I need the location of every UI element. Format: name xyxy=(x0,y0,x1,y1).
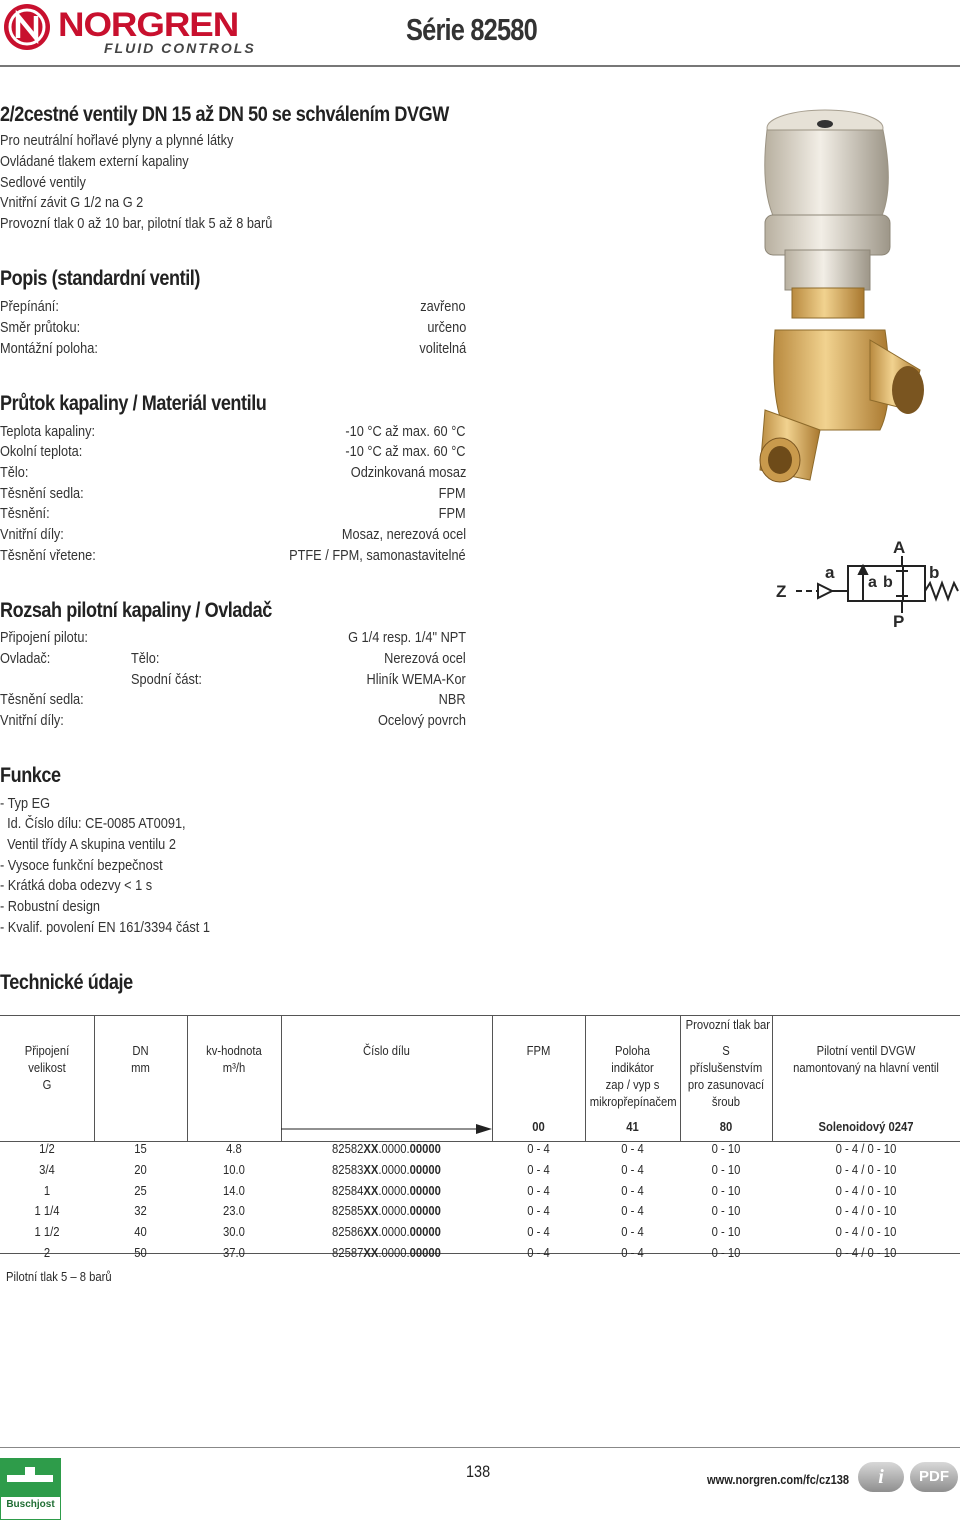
spec-value: volitelná xyxy=(419,341,466,357)
code-fpm: 00 xyxy=(532,1120,545,1134)
table-row xyxy=(0,1225,960,1245)
table-cell-kv: 4.8 xyxy=(226,1142,242,1156)
col-header-cislo: Číslo dílu xyxy=(363,1044,410,1058)
spec-sublabel: Spodní část: xyxy=(131,672,202,688)
code-s: 80 xyxy=(719,1120,733,1134)
symbol-box-a: a xyxy=(868,574,877,591)
table-cell-g: 1 1/4 xyxy=(34,1204,60,1219)
popis-title: Popis (standardní ventil) xyxy=(0,267,200,290)
buschjost-valve-icon xyxy=(7,1465,53,1491)
table-cell-part: 82583XX.0000.00000 xyxy=(332,1162,441,1177)
spec-label: Těsnění vřetene: xyxy=(0,548,96,564)
page-number: 138 xyxy=(466,1462,491,1481)
table-cell-g: 3/4 xyxy=(39,1162,55,1177)
symbol-box-b: b xyxy=(883,574,893,591)
valve-symbol-diagram xyxy=(770,538,960,633)
buschjost-logo: Buschjost xyxy=(0,1458,61,1520)
table-cell-pil: 0 - 4 / 0 - 10 xyxy=(835,1246,897,1260)
table-cell-pil: 0 - 4 / 0 - 10 xyxy=(835,1162,897,1177)
table-cell-fpm: 0 - 4 xyxy=(527,1246,550,1260)
table-cell-s: 0 - 10 xyxy=(711,1183,741,1198)
spec-value: FPM xyxy=(439,486,466,502)
intro-line: Vnitřní závit G 1/2 na G 2 xyxy=(0,195,144,211)
table-cell-dn: 15 xyxy=(134,1142,147,1156)
table-cell-part: 82586XX.0000.00000 xyxy=(332,1225,441,1240)
spec-label: Těsnění: xyxy=(0,506,50,522)
table-row xyxy=(0,1163,960,1183)
provozni-header: Provozní tlak bar xyxy=(685,1018,771,1032)
funkce-title: Funkce xyxy=(0,764,61,787)
spec-value: Nerezová ocel xyxy=(384,651,466,667)
spec-label: Připojení pilotu: xyxy=(0,630,88,646)
table-footnote: Pilotní tlak 5 – 8 barů xyxy=(6,1270,112,1284)
table-cell-g: 1 xyxy=(43,1183,51,1198)
brand-name: NORGREN xyxy=(58,6,239,44)
table-cell-fpm: 0 - 4 xyxy=(527,1183,550,1198)
table-cell-pol: 0 - 4 xyxy=(621,1246,644,1260)
spec-value: NBR xyxy=(439,692,466,708)
brand-subtitle: FLUID CONTROLS xyxy=(104,40,256,56)
table-cell-s: 0 - 10 xyxy=(711,1225,741,1240)
spec-label: Ovladač: xyxy=(0,651,51,667)
table-cell-pil: 0 - 4 / 0 - 10 xyxy=(835,1204,897,1219)
funkce-line: - Kvalif. povolení EN 161/3394 část 1 xyxy=(0,920,210,936)
table-cell-pol: 0 - 4 xyxy=(621,1142,644,1156)
table-cell-s: 0 - 10 xyxy=(711,1204,741,1219)
spec-label: Těsnění sedla: xyxy=(0,486,84,502)
spec-label: Okolní teplota: xyxy=(0,444,83,460)
intro-line: Pro neutrální hořlavé plyny a plynné látky xyxy=(0,133,234,149)
norgren-logo-icon xyxy=(2,2,52,52)
col-header-pilotni: Pilotní ventil DVGW namontovaný na hlavní ventil xyxy=(793,1044,939,1075)
table-cell-part: 82584XX.0000.00000 xyxy=(332,1183,441,1198)
spec-value: Mosaz, nerezová ocel xyxy=(341,527,466,543)
spec-sublabel: Tělo: xyxy=(131,651,160,667)
symbol-label-b: b xyxy=(929,563,940,582)
table-cell-s: 0 - 10 xyxy=(711,1246,741,1260)
table-cell-pil: 0 - 4 / 0 - 10 xyxy=(835,1142,897,1156)
table-cell-g: 2 xyxy=(43,1246,51,1260)
footer-divider xyxy=(0,1447,960,1448)
table-cell-pol: 0 - 4 xyxy=(621,1183,644,1198)
spec-label: Přepínání: xyxy=(0,299,59,315)
funkce-line: Id. Číslo dílu: CE-0085 AT0091, xyxy=(0,816,186,832)
valve-product-photo xyxy=(730,100,930,520)
table-row xyxy=(0,1142,960,1162)
spec-value: Ocelový povrch xyxy=(378,713,466,729)
symbol-label-a: a xyxy=(825,563,835,582)
intro-line: Provozní tlak 0 až 10 bar, pilotní tlak 5 až 8 barů xyxy=(0,216,273,232)
col-header-poloha: Poloha indikátor zap / vyp s mikropřepínačem xyxy=(589,1044,677,1109)
pdf-icon[interactable]: PDF xyxy=(910,1462,958,1492)
spec-label: Vnitřní díly: xyxy=(0,713,64,729)
table-cell-part: 82585XX.0000.00000 xyxy=(332,1204,441,1219)
table-cell-pol: 0 - 4 xyxy=(621,1204,644,1219)
spec-label: Směr průtoku: xyxy=(0,320,81,336)
intro-line: Sedlové ventily xyxy=(0,175,86,191)
spec-label: Tělo: xyxy=(0,465,29,481)
table-cell-part: 82582XX.0000.00000 xyxy=(332,1142,441,1156)
symbol-label-P: P xyxy=(893,612,905,631)
table-cell-fpm: 0 - 4 xyxy=(527,1142,550,1156)
spec-label: Vnitřní díly: xyxy=(0,527,64,543)
funkce-line: - Typ EG xyxy=(0,796,51,812)
table-cell-pil: 0 - 4 / 0 - 10 xyxy=(835,1183,897,1198)
col-header-kv: kv-hodnota m³/h xyxy=(206,1044,262,1075)
table-cell-pil: 0 - 4 / 0 - 10 xyxy=(835,1225,897,1240)
table-cell-dn: 20 xyxy=(134,1162,147,1177)
table-cell-kv: 30.0 xyxy=(223,1225,245,1240)
table-cell-s: 0 - 10 xyxy=(711,1142,741,1156)
spec-label: Montážní poloha: xyxy=(0,341,98,357)
spec-label: Těsnění sedla: xyxy=(0,692,84,708)
funkce-line: - Vysoce funkční bezpečnost xyxy=(0,858,163,874)
table-cell-kv: 14.0 xyxy=(223,1183,245,1198)
funkce-line: - Krátká doba odezvy < 1 s xyxy=(0,878,153,894)
spec-value: určeno xyxy=(426,320,466,336)
col-header-velikost: Připojení velikost G xyxy=(24,1044,70,1092)
table-cell-fpm: 0 - 4 xyxy=(527,1204,550,1219)
table-cell-dn: 25 xyxy=(134,1183,147,1198)
table-row xyxy=(0,1184,960,1204)
spec-value: PTFE / FPM, samonastavitelné xyxy=(289,548,466,564)
spec-label: Teplota kapaliny: xyxy=(0,424,96,440)
table-cell-dn: 32 xyxy=(134,1204,147,1219)
table-cell-dn: 50 xyxy=(134,1246,147,1260)
header-divider xyxy=(0,65,960,67)
col-header-s: S příslušenstvím pro zasunovací šroub xyxy=(687,1044,765,1109)
rozsah-title: Rozsah pilotní kapaliny / Ovladač xyxy=(0,599,272,622)
spec-value: G 1/4 resp. 1/4" NPT xyxy=(347,630,466,646)
table-cell-kv: 37.0 xyxy=(223,1246,245,1260)
table-row xyxy=(0,1246,960,1266)
spec-value: zavřeno xyxy=(420,299,466,315)
intro-title: 2/2cestné ventily DN 15 až DN 50 se schválením DVGW xyxy=(0,103,449,126)
table-cell-kv: 23.0 xyxy=(223,1204,245,1219)
prutok-title: Průtok kapaliny / Materiál ventilu xyxy=(0,392,267,415)
intro-line: Ovládané tlakem externí kapaliny xyxy=(0,154,189,170)
table-cell-g: 1/2 xyxy=(39,1142,55,1156)
col-header-dn: DN mm xyxy=(131,1044,150,1075)
table-cell-pol: 0 - 4 xyxy=(621,1225,644,1240)
table-cell-fpm: 0 - 4 xyxy=(527,1225,550,1240)
col-header-fpm: FPM xyxy=(526,1044,551,1058)
series-title: Série 82580 xyxy=(406,12,537,47)
table-row xyxy=(0,1204,960,1224)
table-cell-part: 82587XX.0000.00000 xyxy=(332,1246,441,1260)
footer-url[interactable]: www.norgren.com/fc/cz138 xyxy=(707,1472,850,1487)
table-cell-g: 1 1/2 xyxy=(34,1225,60,1240)
spec-value: FPM xyxy=(439,506,466,522)
table-cell-dn: 40 xyxy=(134,1225,147,1240)
table-cell-s: 0 - 10 xyxy=(711,1162,741,1177)
table-cell-pol: 0 - 4 xyxy=(621,1162,644,1177)
funkce-line: Ventil třídy A skupina ventilu 2 xyxy=(0,837,176,853)
table-cell-kv: 10.0 xyxy=(223,1162,245,1177)
code-pilotni: Solenoidový 0247 xyxy=(818,1120,914,1134)
spec-value: -10 °C až max. 60 °C xyxy=(345,444,466,460)
spec-value: Hliník WEMA-Kor xyxy=(366,672,466,688)
spec-value: Odzinkovaná mosaz xyxy=(350,465,466,481)
code-poloha: 41 xyxy=(626,1120,639,1134)
symbol-label-A: A xyxy=(893,538,906,557)
funkce-line: - Robustní design xyxy=(0,899,101,915)
tech-title: Technické údaje xyxy=(0,971,133,994)
table-cell-fpm: 0 - 4 xyxy=(527,1162,550,1177)
info-icon[interactable]: i xyxy=(858,1462,904,1492)
spec-value: -10 °C až max. 60 °C xyxy=(345,424,466,440)
symbol-label-Z: Z xyxy=(776,582,787,601)
